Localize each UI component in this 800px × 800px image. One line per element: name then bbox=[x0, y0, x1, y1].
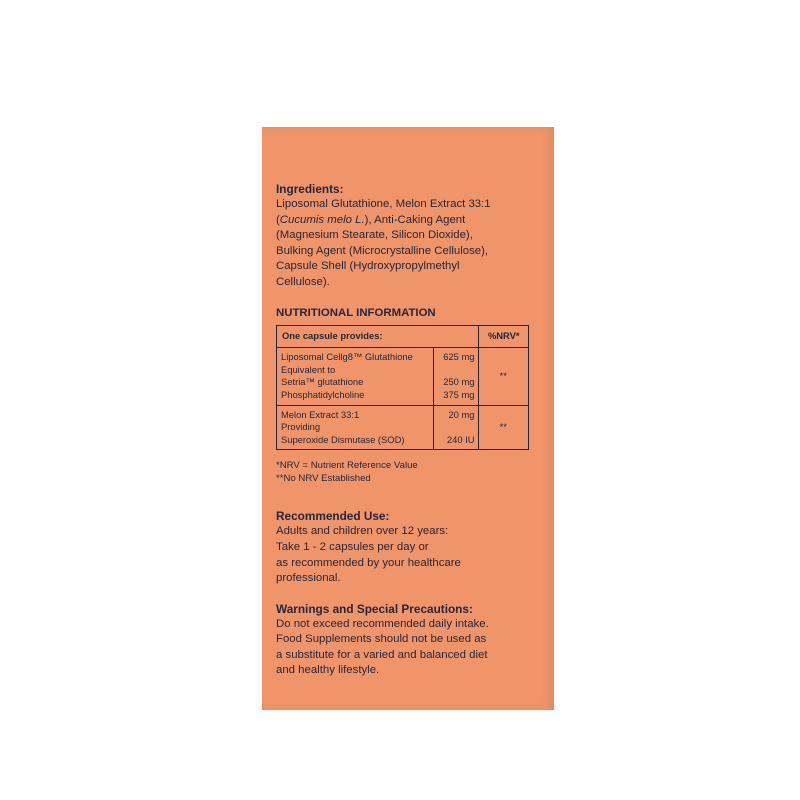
nutrient-nrv: ** bbox=[478, 348, 528, 405]
table-row bbox=[277, 348, 529, 405]
note-line: *NRV = Nutrient Reference Value bbox=[276, 460, 418, 472]
warnings-line: and healthy lifestyle. bbox=[276, 664, 380, 677]
nutrient-name: Superoxide Dismutase (SOD) bbox=[281, 433, 405, 445]
nutrition-notes bbox=[276, 459, 546, 485]
nutrient-name: Melon Extract 33:1 bbox=[281, 408, 360, 420]
warnings-heading: Warnings and Special Precautions: bbox=[276, 601, 473, 616]
nutrient-names bbox=[277, 348, 434, 405]
nutrition-table bbox=[276, 325, 529, 451]
table-header-nrv: %NRV* bbox=[478, 325, 528, 348]
ingredients-line: (Magnesium Stearate, Silicon Dioxide), bbox=[276, 229, 473, 242]
recommended-line: professional. bbox=[276, 572, 341, 585]
nutrient-amount: 250 mg bbox=[443, 376, 475, 388]
ingredients-line: Liposomal Glutathione, Melon Extract 33:1 bbox=[276, 198, 491, 210]
nutrient-amount: 20 mg bbox=[448, 408, 475, 420]
nutrient-nrv: ** bbox=[478, 405, 528, 450]
nutrient-name: Equivalent to bbox=[281, 363, 336, 375]
nutrient-name: Providing bbox=[281, 421, 321, 433]
nutrient-amount bbox=[434, 364, 474, 377]
nutrient-amount bbox=[434, 421, 474, 434]
table-header-row bbox=[277, 325, 529, 348]
ingredients-text bbox=[276, 197, 546, 291]
warnings-line: Food Supplements should not be used as bbox=[276, 633, 487, 646]
table-header-label: One capsule provides: bbox=[277, 325, 479, 348]
nutrient-amount: 240 IU bbox=[446, 433, 475, 445]
recommended-use-heading: Recommended Use: bbox=[276, 509, 390, 524]
nutrient-amount: 375 mg bbox=[443, 388, 475, 400]
ingredients-line: Cellulose). bbox=[276, 275, 330, 288]
recommended-line: as recommended by your healthcare bbox=[276, 556, 461, 569]
recommended-line: Adults and children over 12 years: bbox=[276, 525, 449, 538]
ingredients-line: (Cucumis melo L.), Anti-Caking Agent bbox=[276, 213, 466, 226]
nutrient-name: Setria™ glutathione bbox=[281, 376, 364, 388]
nutrient-amounts bbox=[434, 348, 478, 405]
recommended-use-text bbox=[276, 524, 546, 586]
table-row bbox=[277, 405, 529, 450]
warnings-text bbox=[276, 617, 546, 679]
nutrient-name: Liposomal Cellg8™ Glutathione bbox=[281, 351, 413, 363]
nutrient-amount: 625 mg bbox=[443, 351, 475, 363]
latin-name: Cucumis melo L. bbox=[279, 213, 365, 226]
recommended-line: Take 1 - 2 capsules per day or bbox=[276, 540, 429, 553]
nutrient-name: Phosphatidylcholine bbox=[281, 388, 365, 400]
label-panel bbox=[276, 182, 546, 679]
warnings-line: Do not exceed recommended daily intake. bbox=[276, 617, 489, 630]
ingredients-line: Bulking Agent (Microcrystalline Cellulose), bbox=[276, 244, 489, 257]
ingredients-line-rest: , Anti-Caking Agent bbox=[368, 213, 466, 226]
nutrient-amounts bbox=[434, 405, 478, 450]
warnings-line: a substitute for a varied and balanced diet bbox=[276, 648, 488, 661]
nutrition-title: NUTRITIONAL INFORMATION bbox=[276, 306, 436, 319]
ingredients-line: Capsule Shell (Hydroxypropylmethyl bbox=[276, 260, 460, 273]
nutrient-names bbox=[277, 405, 434, 450]
note-line: **No NRV Established bbox=[276, 473, 371, 485]
ingredients-heading: Ingredients: bbox=[276, 182, 344, 196]
